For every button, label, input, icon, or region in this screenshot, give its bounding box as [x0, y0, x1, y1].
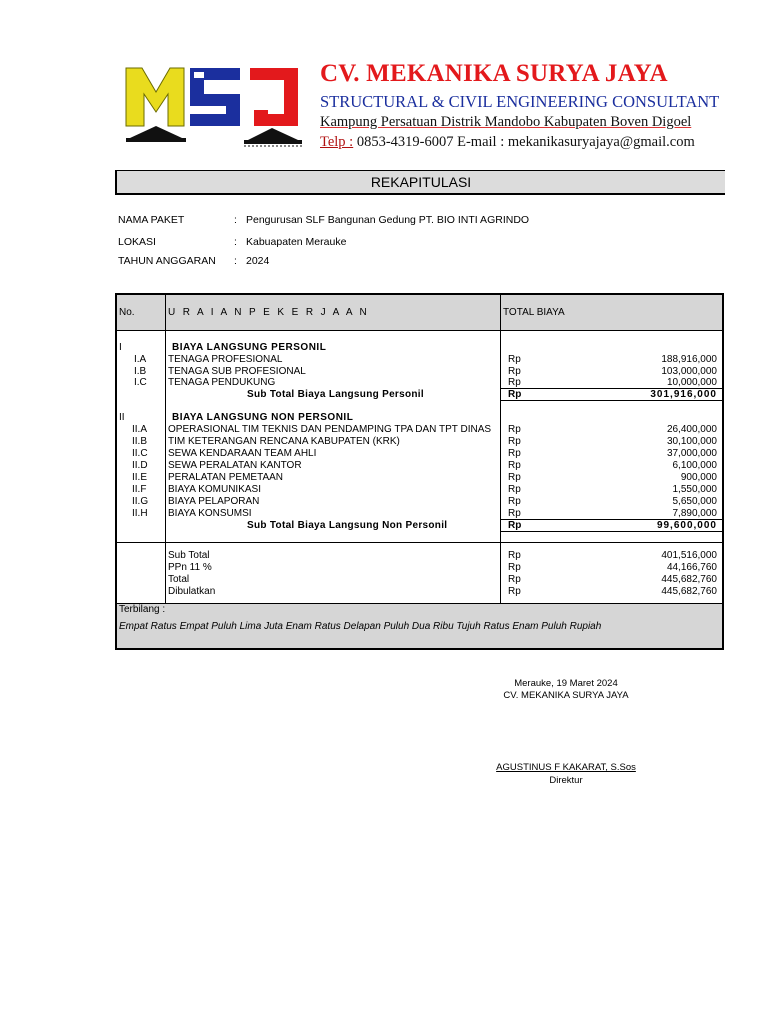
column-divider [500, 295, 501, 603]
row-amount: 103,000,000 [661, 366, 717, 377]
row-desc: PERALATAN PEMETAAN [168, 472, 284, 483]
subtotal-amount: 99,600,000 [656, 520, 717, 531]
header-no: No. [119, 307, 135, 318]
row-amount: 7,890,000 [672, 508, 717, 519]
row-cur: Rp [508, 472, 521, 483]
total-label: Sub Total [168, 550, 210, 561]
row-cur: Rp [508, 496, 521, 507]
company-subtitle: STRUCTURAL & CIVIL ENGINEERING CONSULTANT [320, 92, 720, 111]
company-name: CV. MEKANIKA SURYA JAYA [320, 60, 668, 87]
sign-name: AGUSTINUS F KAKARAT, S.Sos [496, 762, 636, 773]
row-no: II.E [132, 472, 148, 483]
total-amount: 44,166,760 [666, 562, 717, 573]
divider [117, 542, 722, 543]
row-no: II.A [132, 424, 148, 435]
divider [117, 603, 722, 604]
row-desc: TENAGA SUB PROFESIONAL [168, 366, 306, 377]
company-logo [122, 64, 304, 150]
subtotal-cur: Rp [508, 389, 522, 400]
company-address [320, 114, 691, 131]
row-amount: 900,000 [680, 472, 717, 483]
subtotal-label: Sub Total Biaya Langsung Non Personil [247, 520, 448, 531]
terbilang-label: Terbilang : [119, 604, 166, 615]
row-amount: 1,550,000 [672, 484, 717, 495]
company-address-text: Kampung Persatuan Distrik Mandobo Kabupaten Boven Digoel [320, 114, 692, 130]
total-cur: Rp [508, 574, 521, 585]
row-cur: Rp [508, 484, 521, 495]
row-no: II.G [132, 496, 149, 507]
row-amount: 6,100,000 [672, 460, 717, 471]
meta-label-tahun: TAHUN ANGGARAN [118, 255, 216, 267]
company-contact [320, 134, 695, 151]
row-no: II.D [132, 460, 148, 471]
row-no: I.B [134, 366, 147, 377]
total-cur: Rp [508, 550, 521, 561]
recap-table [115, 293, 724, 650]
total-amount: 445,682,760 [661, 574, 717, 585]
header-uraian: U R A I A N P E K E R J A A N [168, 307, 370, 318]
meta-value-lokasi: Kabuapaten Merauke [246, 236, 347, 248]
row-desc: BIAYA KOMUNIKASI [168, 484, 261, 495]
header-total: TOTAL BIAYA [503, 307, 565, 318]
row-no: II.F [132, 484, 147, 495]
row-cur: Rp [508, 366, 521, 377]
row-cur: Rp [508, 508, 521, 519]
section-title: BIAYA LANGSUNG PERSONIL [172, 342, 327, 353]
sign-company: CV. MEKANIKA SURYA JAYA [503, 690, 629, 701]
row-desc: TENAGA PENDUKUNG [168, 377, 276, 388]
row-no: I.A [134, 354, 147, 365]
divider [117, 330, 722, 331]
total-label: Total [168, 574, 190, 585]
row-amount: 188,916,000 [661, 354, 717, 365]
row-no: I.C [134, 377, 147, 388]
row-no: II.C [132, 448, 148, 459]
row-amount: 30,100,000 [666, 436, 717, 447]
row-cur: Rp [508, 424, 521, 435]
document-title: REKAPITULASI [370, 174, 472, 190]
row-desc: SEWA KENDARAAN TEAM AHLI [168, 448, 317, 459]
section-no: I [119, 342, 122, 353]
row-cur: Rp [508, 460, 521, 471]
meta-sep: : [234, 236, 237, 248]
subtotal-amount: 301,916,000 [650, 389, 717, 400]
row-cur: Rp [508, 354, 521, 365]
row-amount: 5,650,000 [672, 496, 717, 507]
meta-value-tahun: 2024 [246, 255, 270, 267]
row-amount: 37,000,000 [666, 448, 717, 459]
row-desc: TENAGA PROFESIONAL [168, 354, 283, 365]
row-desc: TIM KETERANGAN RENCANA KABUPATEN (KRK) [168, 436, 400, 447]
section-no: II [119, 412, 125, 423]
telp-label: Telp : [320, 134, 354, 150]
total-cur: Rp [508, 586, 521, 597]
total-amount: 401,516,000 [661, 550, 717, 561]
row-amount: 26,400,000 [666, 424, 717, 435]
row-desc: SEWA PERALATAN KANTOR [168, 460, 302, 471]
total-cur: Rp [508, 562, 521, 573]
terbilang-text: Empat Ratus Empat Puluh Lima Juta Enam Ratus Delapan Puluh Dua Ribu Tujuh Ratus Enam Puluh Rupiah [119, 621, 602, 632]
subtotal-cur: Rp [508, 520, 522, 531]
row-desc: BIAYA KONSUMSI [168, 508, 252, 519]
total-label: Dibulatkan [168, 586, 216, 597]
contact-text: 0853-4319-6007 E-mail : mekanikasuryajaya@gmail.com [356, 134, 695, 150]
meta-sep: : [234, 255, 237, 267]
total-label: PPn 11 % [168, 562, 212, 573]
total-amount: 445,682,760 [661, 586, 717, 597]
document-title-box [115, 170, 725, 195]
row-desc: BIAYA PELAPORAN [168, 496, 260, 507]
row-amount: 10,000,000 [666, 377, 717, 388]
row-cur: Rp [508, 436, 521, 447]
row-no: II.B [132, 436, 148, 447]
column-divider [165, 295, 166, 603]
meta-label-lokasi: LOKASI [118, 236, 156, 248]
section-title: BIAYA LANGSUNG NON PERSONIL [172, 412, 354, 423]
row-cur: Rp [508, 448, 521, 459]
sign-place-date: Merauke, 19 Maret 2024 [514, 678, 618, 689]
subtotal-label: Sub Total Biaya Langsung Personil [247, 389, 424, 400]
row-cur: Rp [508, 377, 521, 388]
row-no: II.H [132, 508, 148, 519]
row-desc: OPERASIONAL TIM TEKNIS DAN PENDAMPING TPA DAN TPT DINAS [168, 424, 492, 435]
meta-sep: : [234, 214, 237, 226]
sign-position: Direktur [549, 775, 583, 786]
meta-label-paket: NAMA PAKET [118, 214, 185, 226]
meta-value-paket: Pengurusan SLF Bangunan Gedung PT. BIO INTI AGRINDO [246, 214, 530, 226]
